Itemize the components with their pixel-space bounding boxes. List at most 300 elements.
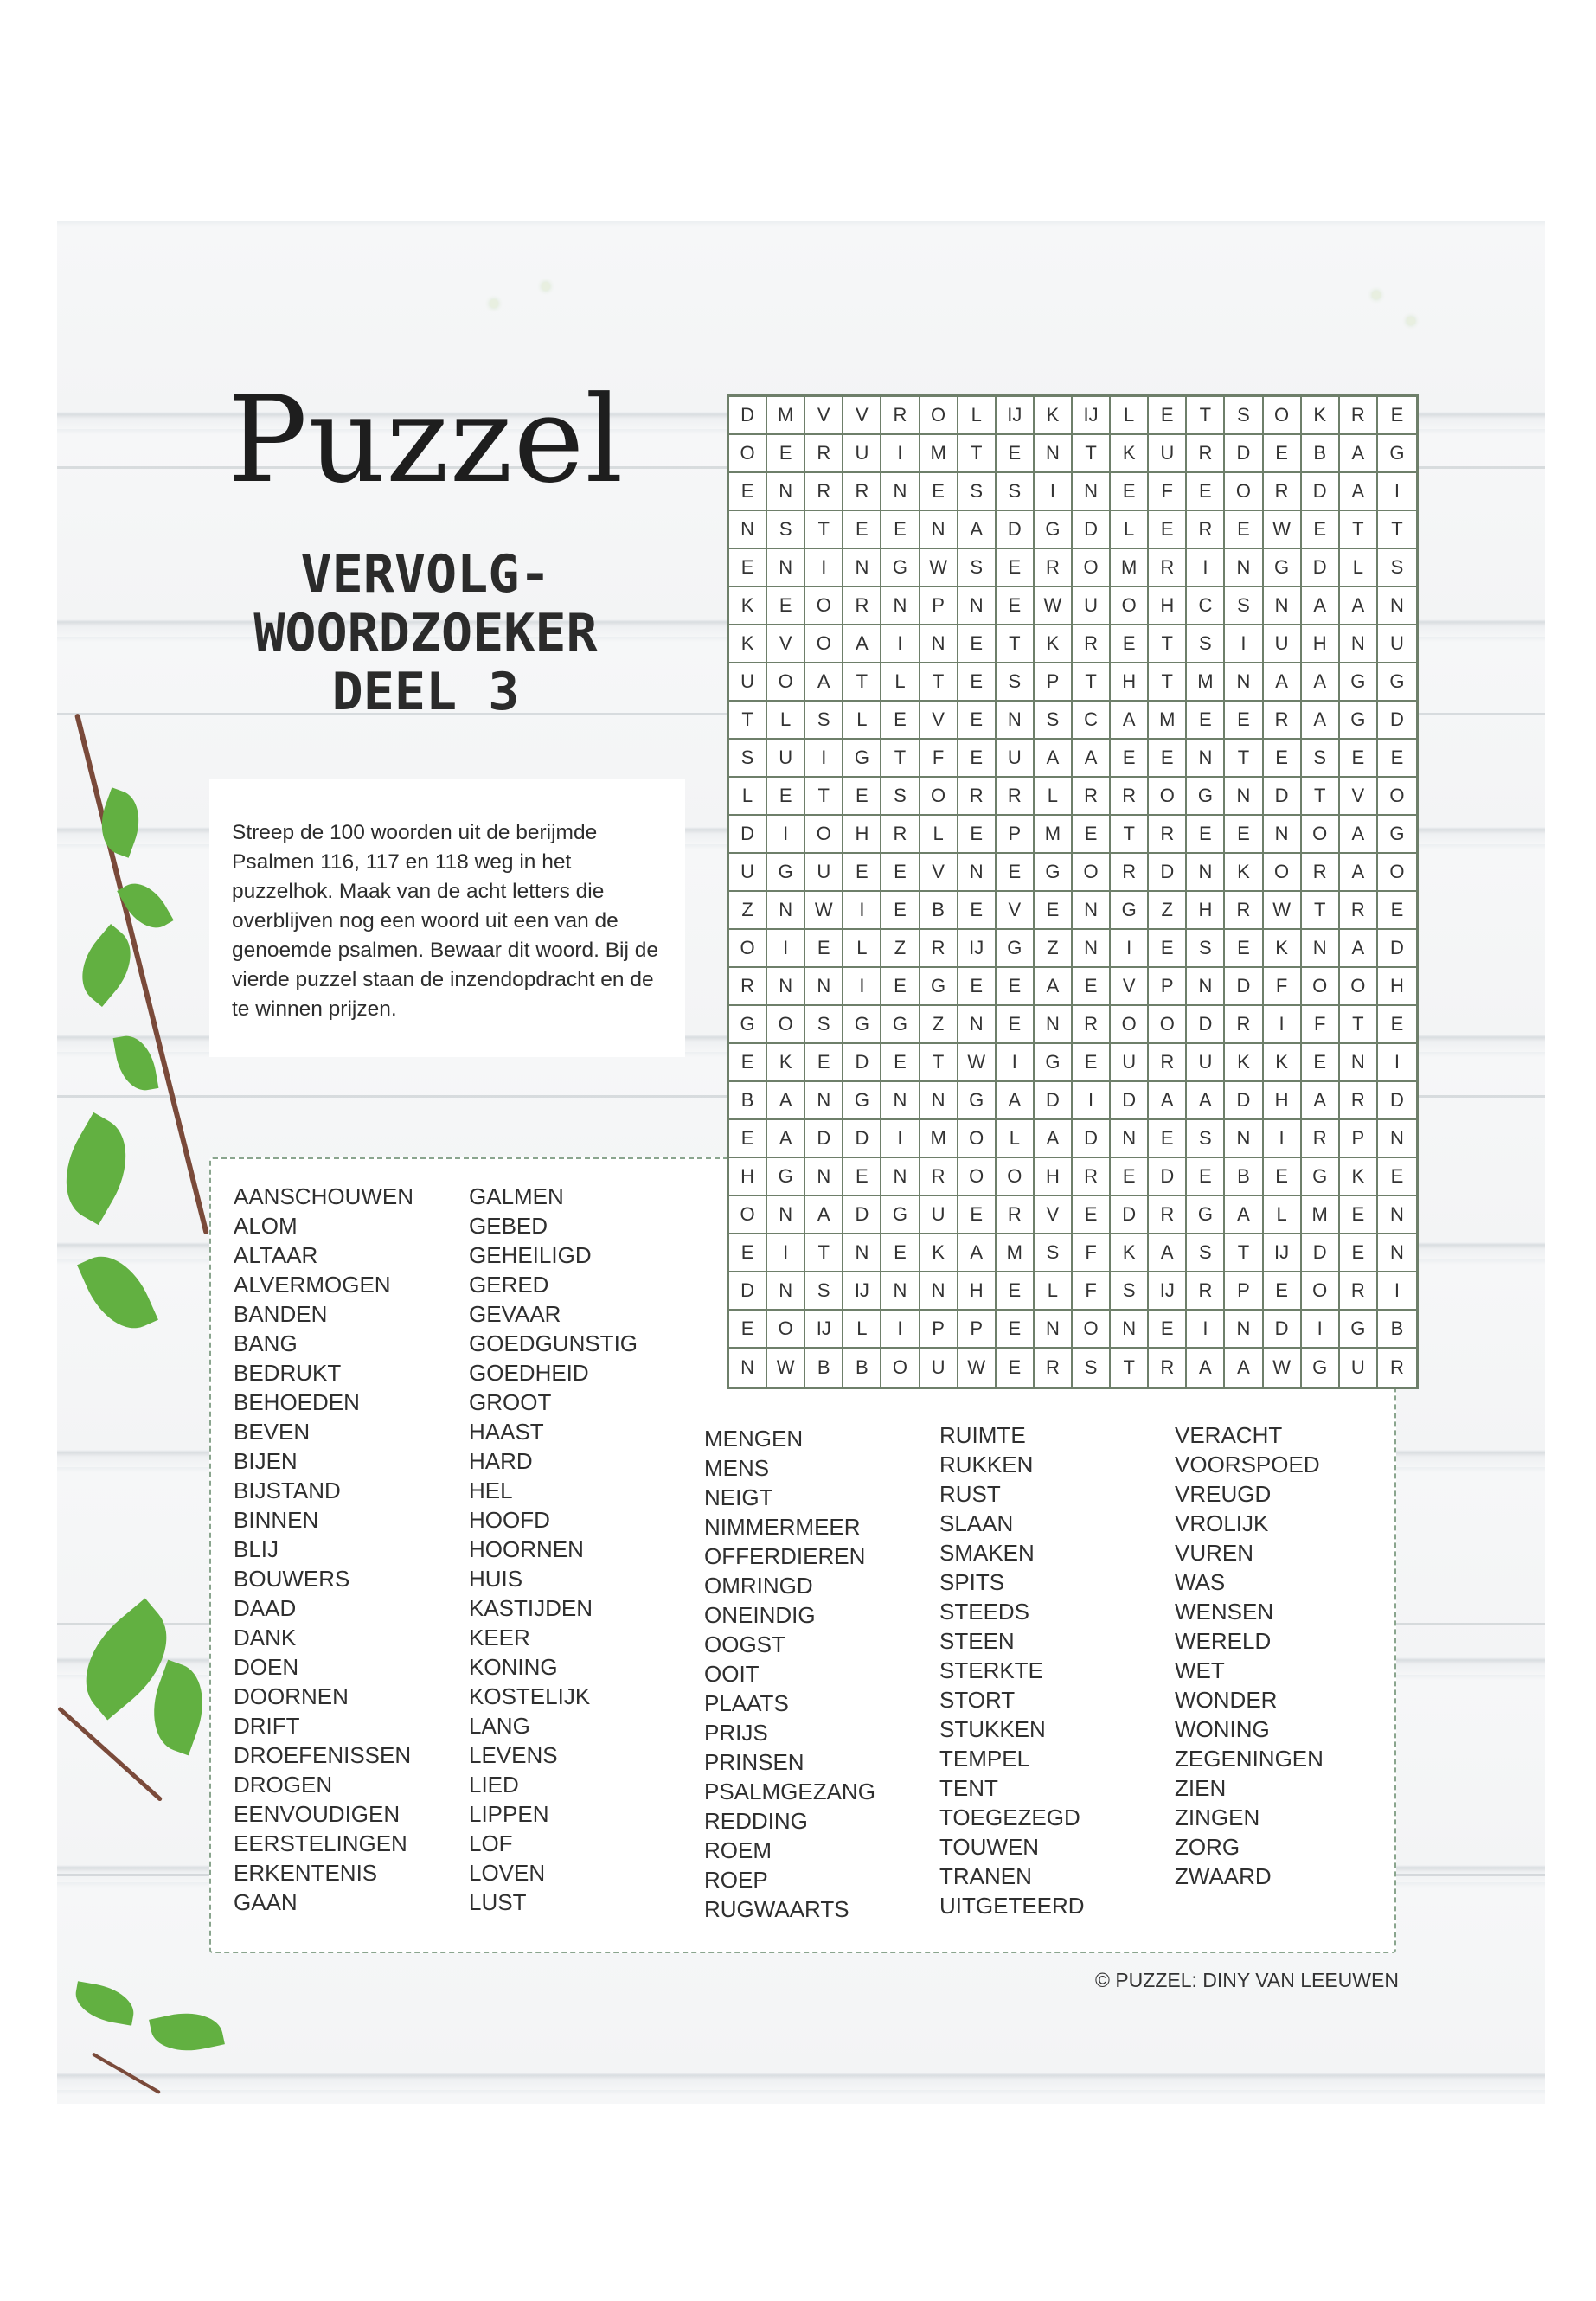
grid-cell: R	[1073, 778, 1111, 816]
grid-cell: IJ	[1073, 397, 1111, 435]
word-list-item: LOVEN	[469, 1860, 546, 1886]
subtitle-line: WOORDZOEKER	[253, 603, 598, 663]
grid-cell: O	[958, 1120, 997, 1158]
grid-cell: E	[1187, 702, 1225, 740]
grid-cell: S	[1035, 1234, 1073, 1272]
grid-cell: T	[1149, 625, 1187, 663]
word-list-item: BEDRUKT	[234, 1360, 342, 1386]
grid-cell: I	[997, 1044, 1035, 1082]
grid-cell: G	[1111, 892, 1149, 930]
grid-cell: E	[881, 854, 920, 892]
grid-cell: O	[1149, 1006, 1187, 1044]
word-list-item: GEVAAR	[469, 1301, 561, 1327]
word-list-item: REDDING	[704, 1808, 808, 1834]
grid-cell: E	[958, 625, 997, 663]
word-list-item: BIJEN	[234, 1448, 298, 1474]
grid-cell: D	[1073, 1120, 1111, 1158]
grid-cell: M	[767, 397, 805, 435]
grid-cell: H	[1302, 625, 1340, 663]
grid-cell: E	[729, 473, 767, 511]
grid-cell: U	[1187, 1044, 1225, 1082]
grid-cell: Z	[881, 930, 920, 968]
grid-cell: E	[1035, 892, 1073, 930]
grid-cell: F	[1149, 473, 1187, 511]
grid-cell: E	[1264, 1272, 1302, 1311]
grid-cell: R	[1111, 854, 1149, 892]
puzzle-subtitle	[201, 545, 651, 721]
grid-cell: W	[1264, 1349, 1302, 1387]
grid-cell: D	[1225, 968, 1263, 1006]
grid-cell: O	[805, 587, 843, 625]
word-list-item: PRIJS	[704, 1720, 768, 1746]
word-list-item: LIED	[469, 1772, 519, 1798]
grid-cell: U	[920, 1196, 958, 1234]
grid-cell: H	[1378, 968, 1416, 1006]
word-list-item: ONEINDIG	[704, 1602, 816, 1628]
grid-cell: E	[997, 549, 1035, 587]
grid-cell: E	[1073, 816, 1111, 854]
grid-cell: R	[1187, 511, 1225, 549]
grid-cell: I	[1264, 1120, 1302, 1158]
word-list-item: STORT	[939, 1687, 1016, 1713]
grid-cell: D	[729, 816, 767, 854]
grid-cell: D	[1378, 1082, 1416, 1120]
grid-cell: I	[843, 968, 881, 1006]
word-list-item: KASTIJDEN	[469, 1595, 593, 1621]
grid-cell: S	[1187, 625, 1225, 663]
grid-cell: I	[1187, 1311, 1225, 1349]
grid-cell: D	[1264, 1311, 1302, 1349]
grid-cell: W	[1264, 892, 1302, 930]
grid-cell: S	[1187, 930, 1225, 968]
word-list-item: OMRINGD	[704, 1573, 813, 1599]
grid-cell: A	[1035, 968, 1073, 1006]
grid-cell: C	[1073, 702, 1111, 740]
grid-cell: T	[1111, 816, 1149, 854]
grid-cell: D	[1302, 473, 1340, 511]
grid-cell: E	[805, 1044, 843, 1082]
word-list-item: STUKKEN	[939, 1716, 1046, 1742]
grid-cell: O	[1302, 816, 1340, 854]
grid-cell: T	[1378, 511, 1416, 549]
word-list-item: DRIFT	[234, 1713, 300, 1739]
grid-cell: N	[843, 549, 881, 587]
grid-cell: T	[1302, 778, 1340, 816]
grid-cell: I	[881, 1311, 920, 1349]
grid-cell: E	[1111, 1158, 1149, 1196]
grid-cell: F	[1302, 1006, 1340, 1044]
grid-cell: A	[1035, 1120, 1073, 1158]
grid-cell: A	[1302, 587, 1340, 625]
grid-cell: S	[1111, 1272, 1149, 1311]
grid-cell: E	[881, 1044, 920, 1082]
grid-cell: R	[1187, 435, 1225, 473]
grid-cell: T	[920, 663, 958, 702]
grid-cell: E	[729, 1120, 767, 1158]
grid-cell: U	[920, 1349, 958, 1387]
grid-cell: E	[1225, 511, 1263, 549]
grid-cell: F	[1073, 1272, 1111, 1311]
word-list-item: OFFERDIEREN	[704, 1543, 866, 1569]
grid-cell: E	[958, 968, 997, 1006]
grid-cell: T	[1302, 892, 1340, 930]
grid-cell: A	[1302, 702, 1340, 740]
word-list-item: GROOT	[469, 1389, 552, 1415]
grid-cell: E	[958, 816, 997, 854]
grid-cell: P	[997, 816, 1035, 854]
page-title: Puzzel	[227, 370, 625, 510]
grid-cell: A	[1302, 663, 1340, 702]
grid-cell: N	[1340, 1044, 1378, 1082]
grid-cell: O	[729, 435, 767, 473]
grid-cell: K	[1302, 397, 1340, 435]
grid-cell: G	[1378, 435, 1416, 473]
instructions-text: Streep de 100 woorden uit de berijmde Psalmen 116, 117 en 118 weg in het puzzelhok. Maak van de acht letters die overblijven nog een woord uit een van de genoemde psalmen. Bewaar dit woord. Bij de vierde puzzel staan de inzendopdracht en de te winnen prijzen.	[232, 821, 659, 1021]
word-list-item: BANDEN	[234, 1301, 328, 1327]
grid-cell: IJ	[958, 930, 997, 968]
grid-cell: S	[1225, 587, 1263, 625]
grid-cell: N	[1225, 1311, 1263, 1349]
word-list-item: ZINGEN	[1175, 1804, 1260, 1830]
grid-cell: T	[958, 435, 997, 473]
word-list-item: VOORSPOED	[1175, 1452, 1320, 1477]
grid-cell: M	[920, 1120, 958, 1158]
grid-cell: H	[1264, 1082, 1302, 1120]
word-list-item: ALVERMOGEN	[234, 1272, 391, 1298]
word-list-item: RUIMTE	[939, 1422, 1026, 1448]
grid-cell: W	[767, 1349, 805, 1387]
grid-cell: V	[920, 702, 958, 740]
grid-cell: E	[1149, 740, 1187, 778]
grid-cell: G	[881, 1006, 920, 1044]
grid-cell: N	[1264, 816, 1302, 854]
grid-cell: A	[958, 511, 997, 549]
word-list-item: STEEN	[939, 1628, 1015, 1654]
grid-cell: G	[729, 1006, 767, 1044]
grid-cell: P	[920, 1311, 958, 1349]
grid-cell: S	[1225, 397, 1263, 435]
grid-cell: I	[767, 816, 805, 854]
word-list-item: PLAATS	[704, 1690, 789, 1716]
grid-cell: R	[1073, 1158, 1111, 1196]
grid-cell: E	[1187, 816, 1225, 854]
grid-cell: D	[843, 1196, 881, 1234]
grid-cell: I	[805, 740, 843, 778]
grid-cell: I	[805, 549, 843, 587]
grid-cell: E	[958, 740, 997, 778]
grid-cell: D	[1302, 1234, 1340, 1272]
blossom-decoration	[542, 282, 550, 291]
grid-cell: G	[958, 1082, 997, 1120]
grid-cell: G	[767, 854, 805, 892]
word-list-item: DANK	[234, 1625, 297, 1650]
grid-cell: S	[1187, 1120, 1225, 1158]
grid-cell: I	[881, 435, 920, 473]
word-list-item: GOEDGUNSTIG	[469, 1330, 638, 1356]
word-list-item: RUKKEN	[939, 1452, 1034, 1477]
grid-cell: Z	[1149, 892, 1187, 930]
grid-cell: L	[1111, 397, 1149, 435]
grid-cell: F	[920, 740, 958, 778]
grid-cell: G	[843, 740, 881, 778]
grid-cell: I	[1264, 1006, 1302, 1044]
word-list-item: ALTAAR	[234, 1242, 318, 1268]
grid-cell: L	[881, 663, 920, 702]
grid-cell: T	[1073, 663, 1111, 702]
grid-cell: E	[1264, 435, 1302, 473]
grid-cell: R	[1340, 1082, 1378, 1120]
word-list-item: DROGEN	[234, 1772, 333, 1798]
grid-cell: I	[1225, 625, 1263, 663]
word-list-item: HAAST	[469, 1419, 544, 1445]
grid-cell: A	[843, 625, 881, 663]
grid-cell: H	[958, 1272, 997, 1311]
grid-cell: H	[1111, 663, 1149, 702]
grid-cell: N	[767, 549, 805, 587]
grid-cell: P	[958, 1311, 997, 1349]
grid-cell: E	[1187, 1158, 1225, 1196]
grid-cell: V	[920, 854, 958, 892]
grid-cell: E	[805, 930, 843, 968]
word-list-item: AANSCHOUWEN	[234, 1183, 414, 1209]
word-list-item: DOORNEN	[234, 1683, 349, 1709]
grid-cell: D	[843, 1120, 881, 1158]
word-list-item: LEVENS	[469, 1742, 558, 1768]
grid-cell: O	[997, 1158, 1035, 1196]
word-list-item: ZIEN	[1175, 1775, 1227, 1801]
grid-cell: A	[805, 663, 843, 702]
word-list-item: GEHEILIGD	[469, 1242, 592, 1268]
grid-cell: N	[1035, 1311, 1073, 1349]
grid-cell: M	[1035, 816, 1073, 854]
grid-cell: N	[1225, 1120, 1263, 1158]
grid-cell: E	[1187, 473, 1225, 511]
grid-cell: E	[767, 435, 805, 473]
grid-cell: I	[843, 892, 881, 930]
grid-cell: R	[1187, 1272, 1225, 1311]
grid-cell: R	[920, 930, 958, 968]
grid-cell: G	[1378, 816, 1416, 854]
grid-cell: K	[920, 1234, 958, 1272]
word-list-item: PSALMGEZANG	[704, 1779, 875, 1804]
grid-cell: L	[958, 397, 997, 435]
grid-cell: S	[958, 473, 997, 511]
word-list-item: VERACHT	[1175, 1422, 1283, 1448]
grid-cell: N	[767, 892, 805, 930]
grid-cell: I	[1111, 930, 1149, 968]
word-list-item: GOEDHEID	[469, 1360, 589, 1386]
word-list-item: GEBED	[469, 1213, 548, 1239]
grid-cell: T	[1073, 435, 1111, 473]
grid-cell: H	[729, 1158, 767, 1196]
grid-cell: N	[1340, 625, 1378, 663]
grid-cell: S	[997, 473, 1035, 511]
grid-cell: R	[843, 473, 881, 511]
grid-cell: E	[1302, 1044, 1340, 1082]
grid-cell: V	[767, 625, 805, 663]
grid-cell: N	[881, 473, 920, 511]
grid-cell: N	[767, 473, 805, 511]
grid-cell: D	[1073, 511, 1111, 549]
grid-cell: U	[767, 740, 805, 778]
grid-cell: T	[805, 1234, 843, 1272]
grid-cell: V	[843, 397, 881, 435]
word-list-column	[1175, 1420, 1324, 1891]
grid-cell: L	[843, 1311, 881, 1349]
grid-cell: M	[997, 1234, 1035, 1272]
grid-cell: R	[1149, 816, 1187, 854]
grid-cell: W	[920, 549, 958, 587]
word-list-item: WONING	[1175, 1716, 1270, 1742]
grid-cell: A	[767, 1120, 805, 1158]
word-list-item: LANG	[469, 1713, 530, 1739]
grid-cell: P	[1035, 663, 1073, 702]
grid-cell: M	[1302, 1196, 1340, 1234]
grid-cell: T	[843, 663, 881, 702]
grid-cell: E	[958, 702, 997, 740]
grid-cell: N	[958, 1006, 997, 1044]
grid-cell: O	[729, 930, 767, 968]
grid-cell: V	[805, 397, 843, 435]
grid-cell: N	[881, 1082, 920, 1120]
grid-cell: T	[805, 778, 843, 816]
word-list-item: SMAKEN	[939, 1540, 1035, 1566]
word-list-item: LIPPEN	[469, 1801, 549, 1827]
grid-cell: O	[805, 625, 843, 663]
grid-cell: G	[843, 1006, 881, 1044]
blossom-decoration	[490, 299, 498, 308]
grid-cell: G	[1340, 702, 1378, 740]
grid-cell: O	[1225, 473, 1263, 511]
grid-cell: R	[843, 587, 881, 625]
word-list-item: ZORG	[1175, 1834, 1240, 1860]
grid-cell: G	[1302, 1158, 1340, 1196]
grid-cell: T	[729, 702, 767, 740]
grid-cell: A	[1340, 854, 1378, 892]
grid-cell: S	[1035, 702, 1073, 740]
grid-cell: E	[729, 1234, 767, 1272]
word-list-column	[704, 1424, 875, 1924]
grid-cell: I	[767, 1234, 805, 1272]
grid-cell: A	[1340, 435, 1378, 473]
grid-cell: N	[805, 1158, 843, 1196]
grid-cell: O	[1378, 854, 1416, 892]
word-list-item: DOEN	[234, 1654, 299, 1680]
grid-cell: R	[1389, 1356, 1404, 1378]
word-list-item: ALOM	[234, 1213, 298, 1239]
grid-cell: N	[767, 1272, 805, 1311]
word-list-item: BLIJ	[234, 1536, 279, 1562]
grid-cell: IJ	[1149, 1272, 1187, 1311]
grid-cell: G	[1035, 854, 1073, 892]
grid-cell: L	[729, 778, 767, 816]
grid-cell: B	[805, 1349, 843, 1387]
grid-cell: A	[767, 1082, 805, 1120]
grid-cell: O	[1264, 397, 1302, 435]
grid-cell: O	[1378, 778, 1416, 816]
grid-cell: Z	[1035, 930, 1073, 968]
word-list-item: LOF	[469, 1830, 513, 1856]
grid-cell: R	[1035, 1349, 1073, 1387]
subtitle-line: VERVOLG-	[300, 544, 551, 605]
word-list-item: TEMPEL	[939, 1746, 1030, 1772]
grid-cell: N	[767, 968, 805, 1006]
grid-cell: O	[958, 1158, 997, 1196]
grid-cell: O	[729, 1196, 767, 1234]
word-list-item: EENVOUDIGEN	[234, 1801, 401, 1827]
grid-cell: E	[729, 1044, 767, 1082]
word-list-item: SPITS	[939, 1569, 1005, 1595]
grid-cell: E	[881, 702, 920, 740]
grid-cell: R	[1149, 1044, 1187, 1082]
grid-cell: E	[1264, 740, 1302, 778]
grid-cell: G	[843, 1082, 881, 1120]
grid-cell: K	[1111, 435, 1149, 473]
word-list-item: LUST	[469, 1889, 527, 1915]
grid-cell: O	[1111, 587, 1149, 625]
grid-cell: O	[881, 1349, 920, 1387]
grid-cell: V	[1340, 778, 1378, 816]
grid-cell: U	[1264, 625, 1302, 663]
grid-cell: IJ	[843, 1272, 881, 1311]
grid-cell: E	[1149, 930, 1187, 968]
grid-cell: O	[1264, 854, 1302, 892]
grid-cell: N	[843, 1234, 881, 1272]
grid-cell: E	[1378, 892, 1416, 930]
grid-cell: A	[805, 1196, 843, 1234]
grid-cell: E	[997, 587, 1035, 625]
grid-cell: N	[1378, 1120, 1416, 1158]
grid-cell: E	[881, 511, 920, 549]
grid-cell: E	[1111, 473, 1149, 511]
grid-cell: R	[1149, 1196, 1187, 1234]
grid-cell: T	[920, 1044, 958, 1082]
grid-cell: R	[1302, 1120, 1340, 1158]
grid-cell: M	[920, 435, 958, 473]
grid-cell: R	[805, 435, 843, 473]
grid-cell: A	[1302, 1082, 1340, 1120]
grid-cell: D	[729, 1272, 767, 1311]
grid-cell: N	[958, 854, 997, 892]
grid-cell: E	[920, 473, 958, 511]
grid-cell: R	[881, 397, 920, 435]
grid-cell: R	[1073, 1006, 1111, 1044]
word-list-item: UITGETEERD	[939, 1893, 1085, 1919]
grid-cell: L	[1264, 1196, 1302, 1234]
grid-cell: S	[958, 549, 997, 587]
grid-cell: D	[1378, 930, 1416, 968]
grid-cell: R	[1073, 625, 1111, 663]
grid-cell: L	[1111, 511, 1149, 549]
word-list-item: ROEP	[704, 1867, 768, 1893]
grid-cell: M	[1149, 702, 1187, 740]
word-list-item: STERKTE	[939, 1657, 1043, 1683]
grid-cell: E	[1340, 740, 1378, 778]
grid-cell: G	[767, 1158, 805, 1196]
grid-cell: E	[1111, 740, 1149, 778]
grid-cell: G	[1035, 511, 1073, 549]
word-list-item: DROEFENISSEN	[234, 1742, 412, 1768]
grid-cell: E	[1111, 625, 1149, 663]
grid-cell: O	[920, 778, 958, 816]
grid-cell: V	[1111, 968, 1149, 1006]
grid-cell: IJ	[1264, 1234, 1302, 1272]
grid-cell: E	[843, 1158, 881, 1196]
grid-cell: E	[958, 1196, 997, 1234]
grid-cell: S	[1187, 1234, 1225, 1272]
grid-cell: U	[843, 435, 881, 473]
word-list-item: ZEGENINGEN	[1175, 1746, 1324, 1772]
